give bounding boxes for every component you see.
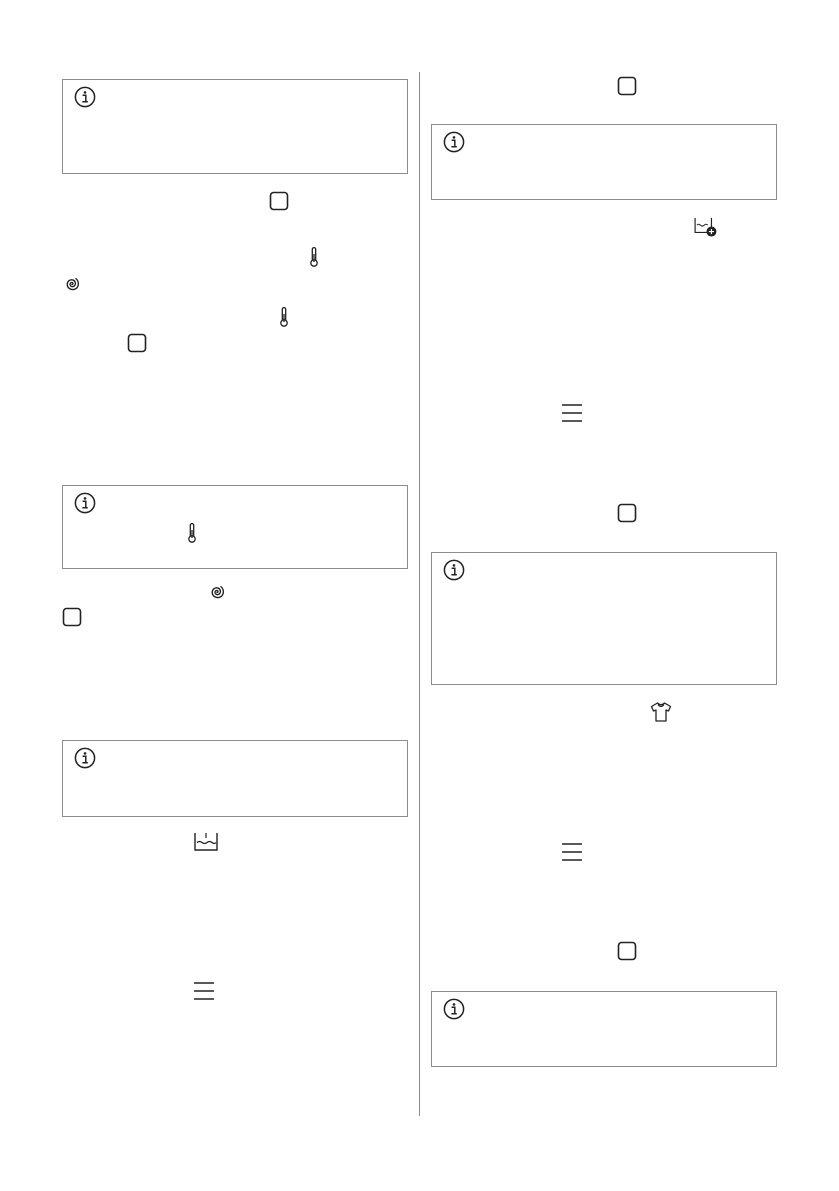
- info-icon: [443, 998, 465, 1020]
- info-icon: [443, 559, 465, 581]
- info-note-box: [62, 740, 408, 817]
- info-icon: [74, 492, 96, 514]
- thermometer-icon: [309, 246, 319, 268]
- column-divider: [419, 72, 420, 1116]
- start-pause-button-icon: [269, 191, 289, 211]
- menu-lines-icon: [561, 402, 583, 424]
- thermometer-icon: [187, 522, 197, 544]
- info-note-box: [431, 552, 777, 685]
- spin-spiral-icon: [62, 274, 82, 294]
- info-note-box: [62, 485, 408, 569]
- info-icon: [74, 86, 96, 108]
- menu-lines-icon: [193, 980, 215, 1002]
- extra-rinse-icon: [693, 217, 719, 237]
- info-note-box: [431, 124, 777, 200]
- start-pause-button-icon: [62, 607, 82, 627]
- info-note-box: [62, 79, 408, 174]
- info-icon: [443, 131, 465, 153]
- menu-lines-icon: [561, 841, 583, 863]
- start-pause-button-icon: [617, 941, 637, 961]
- spin-spiral-icon: [207, 582, 227, 602]
- start-pause-button-icon: [617, 76, 637, 96]
- start-pause-button-icon: [617, 503, 637, 523]
- garment-icon: [649, 701, 673, 723]
- info-icon: [74, 747, 96, 769]
- rinse-water-level-icon: [193, 832, 219, 852]
- start-pause-button-icon: [127, 333, 147, 353]
- info-note-box: [431, 991, 777, 1067]
- thermometer-icon: [279, 306, 289, 328]
